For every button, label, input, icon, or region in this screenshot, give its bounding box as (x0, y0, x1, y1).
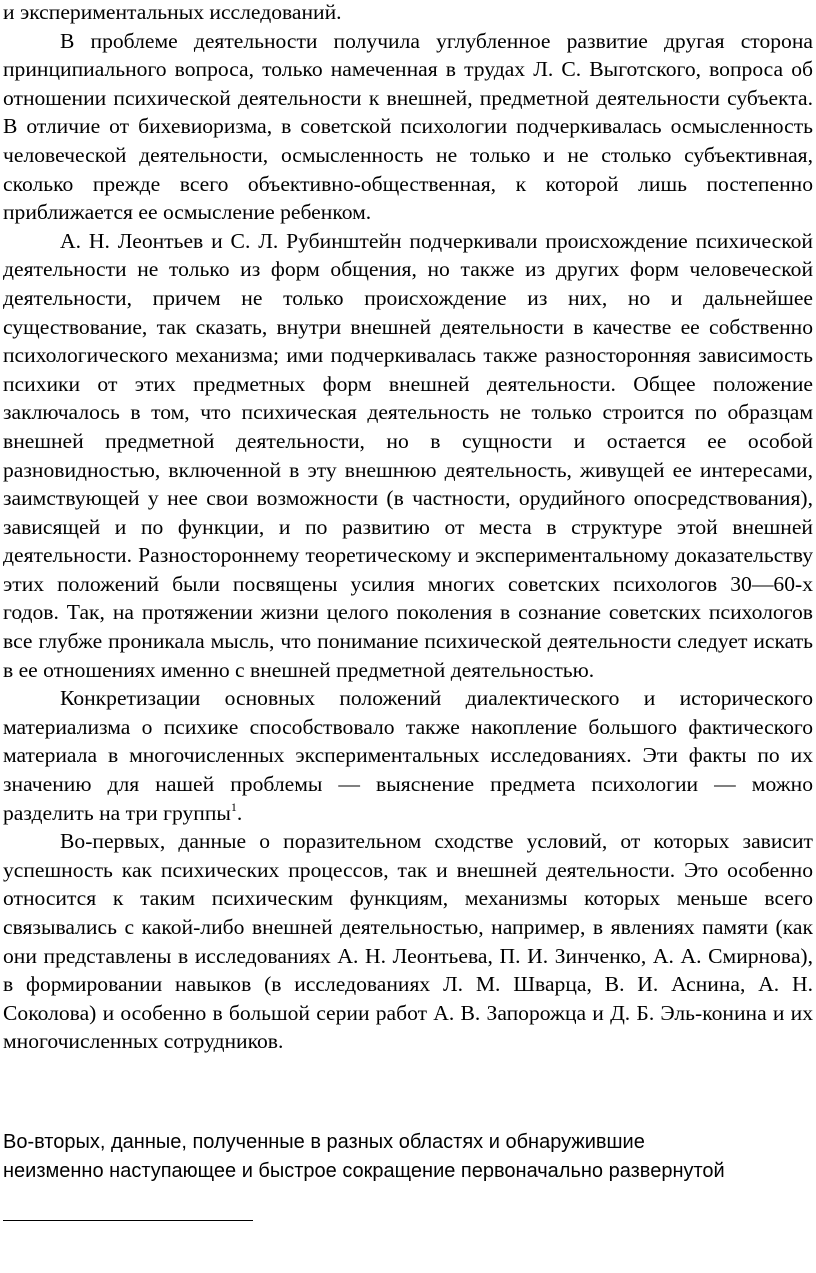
paragraph-3: А. Н. Леонтьев и С. Л. Рубинштейн подчеркивали происхождение психической деятельности не только из форм общения, но также из других форм человеческой деятельности, причем не только происхождение из них, но и дальнейшее существование, так сказать, внутри внешней деятельности в качестве ее собственно психологического механизма; ими подчеркивалась также разносторонняя зависимость психики от этих предметных форм внешней деятельности. Общее положение заключалось в том, что психическая деятельность не только строится по образцам внешней предметной деятельности, но в сущности и остается ее особой разновидностью, включенной в эту внешнюю деятельность, живущей ее интересами, заимствующей у нее свои возможности (в частности, орудийного опосредствования), зависящей и по функции, и по развитию от места в структуре этой внешней деятельности. Разностороннему теоретическому и экспериментальному доказательству этих положений были посвящены усилия многих советских психологов 30—60-х годов. Так, на протяжении жизни целого поколения в сознание советских психологов все глубже проникала мысль, что понимание психической деятельности следует искать в ее отношениях именно с внешней предметной деятельностью. (3, 228, 813, 682)
paragraph-4-text: Конкретизации основных положений диалектического и исторического материализма о психике способствовало также накопление большого фактического материала в многочисленных экспериментальных исследованиях. Эти факты по их значению для нашей проблемы — выяснение предмета психологии — можно разделить на три группы (3, 686, 813, 825)
sans-line-1: Во-вторых, данные, полученные в разных областях и обнаружившие (3, 1131, 645, 1153)
paragraph-5: Во-первых, данные о поразительном сходстве условий, от которых зависит успешность как психических процессов, так и внешней деятельности. Это особенно относится к таким психическим функциям, механизмы которых меньше всего связывались с какой-либо внешней деятельностью, например, в явлениях памяти (как они представлены в исследованиях А. Н. Леонтьева, П. И. Зинченко, А. А. Смирнова), в формировании навыков (в исследованиях Л. М. Шварца, В. И. Аснина, А. Н. Соколова) и особенно в большой серии работ А. В. Запорожца и Д. Б. Эль-конина и их многочисленных сотрудников. (3, 829, 813, 1054)
paragraph-2: В проблеме деятельности получила углубленное развитие другая сторона принципиального вопроса, только намеченная в трудах Л. С. Выготского, вопроса об отношении психической деятельности к внешней, предметной деятельности субъекта. В отличие от бихевиоризма, в советской психологии подчеркивалась осмысленность человеческой деятельности, осмысленность не только и не столько субъективная, сколько прежде всего объективно-общественная, к которой лишь постепенно приближается ее осмысление ребенком. (3, 28, 813, 225)
sans-paragraph (3, 1128, 815, 1186)
footnote-reference[interactable]: 1 (230, 799, 237, 814)
paragraph-1: и экспериментальных исследований. (3, 0, 342, 24)
footnote-separator (3, 1220, 253, 1221)
body-text (3, 0, 813, 1056)
paragraph-4-tail: . (236, 800, 243, 825)
sans-line-2: неизменно наступающее и быстрое сокращение первоначально развернутой (3, 1160, 725, 1182)
paragraph-4 (3, 684, 813, 827)
